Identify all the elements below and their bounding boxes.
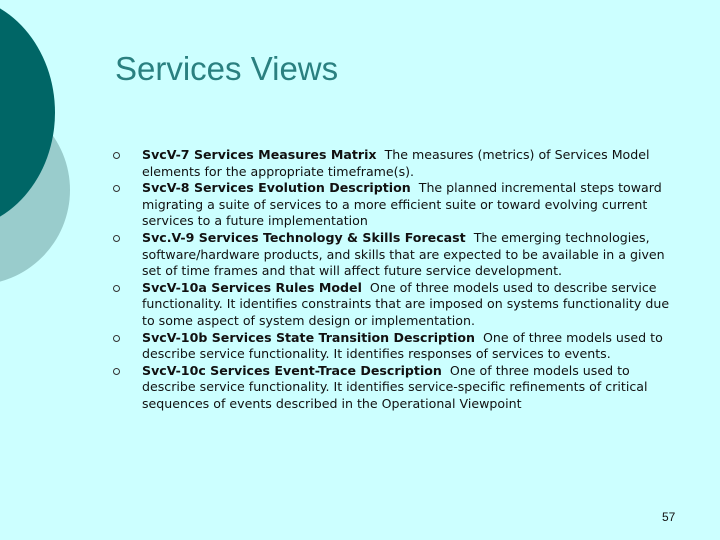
bullet-circle-icon [113,368,120,375]
bullet-circle-icon [113,335,120,342]
item-term: SvcV-10a Services Rules Model [142,279,362,295]
item-term: SvcV-7 Services Measures Matrix [142,147,377,162]
item-description: The measures (metrics) of Services Model elements for the appropriate timeframe(s). [142,147,650,179]
bullet-circle-icon [113,285,120,292]
list-item [113,330,683,363]
item-description: One of three models used to describe service functionality. It identifies constraints that are imposed on systems functionality due to some aspect of system design or implementation. [142,279,670,328]
item-description: The emerging technologies, software/hardware products, and skills that are expected to be available in a given set of time frames and that will affect future service development. [142,229,665,279]
item-term: SvcV-8 Services Evolution Description [142,180,411,196]
item-term: Svc.V-9 Services Technology & Skills Forecast [142,229,466,245]
bullet-list [113,147,683,413]
item-term: SvcV-10b Services State Transition Description [142,329,475,345]
item-description: One of three models used to describe service functionality. It identifies service-specific refinements of critical sequences of events described in the Operational Viewpoint [142,362,648,411]
list-item [113,363,683,413]
list-item [113,147,683,180]
bullet-circle-icon [113,185,120,192]
list-item [113,180,683,230]
item-description: The planned incremental steps toward migrating a suite of services to a more efficient suite or toward evolving current services to a future implementation [142,180,662,229]
list-item [113,280,683,330]
slide-title: Services Views [115,50,339,87]
item-description: One of three models used to describe service functionality. It identifies responses of services to events. [142,329,663,362]
bullet-circle-icon [113,152,120,159]
page-number: 57 [662,510,676,524]
bullet-circle-icon [113,235,120,242]
item-term: SvcV-10c Services Event-Trace Description [142,362,442,378]
list-item [113,230,683,280]
